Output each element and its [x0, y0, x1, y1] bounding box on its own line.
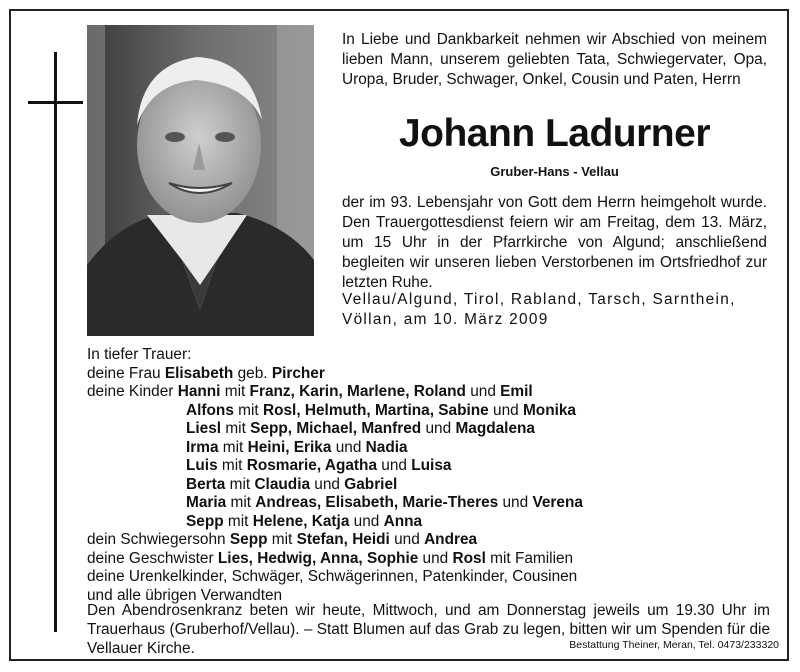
- mourner-line: [87, 420, 777, 439]
- mourner-relation: dein Schwiegersohn: [87, 531, 230, 548]
- place-and-date: Vellau/Algund, Tirol, Rabland, Tarsch, Sarnthein, Völlan, am 10. März 2009: [342, 291, 736, 328]
- mourner-relation: mit: [223, 512, 253, 530]
- mourner-name: Maria: [186, 494, 227, 511]
- mourner-relation: und: [310, 475, 345, 493]
- mourner-relation: mit: [220, 383, 250, 400]
- mourner-name: Alfons: [186, 401, 234, 419]
- mourner-relation: deine Urenkelkinder, Schwäger, Schwägerinnen, Patenkinder, Cousinen: [87, 568, 578, 585]
- mourner-name: Emil: [500, 383, 533, 400]
- mourner-name: Rosl, Helmuth, Martina, Sabine: [262, 401, 489, 419]
- mourner-relation: und: [488, 401, 523, 419]
- mourner-name: Helene, Katja: [252, 512, 350, 530]
- mourner-line: [87, 550, 777, 569]
- mourner-relation: mit: [217, 457, 247, 474]
- mourner-name: Nadia: [365, 438, 408, 456]
- mourner-name: Rosl: [452, 549, 486, 567]
- mourner-line: [87, 568, 777, 587]
- mourner-relation: mit: [221, 420, 251, 437]
- mourner-name: Heini, Erika: [247, 438, 332, 456]
- mourner-line: [87, 457, 777, 476]
- mourner-name: Sepp, Michael, Manfred: [250, 420, 422, 437]
- funeral-home-credit: Bestattung Theiner, Meran, Tel. 0473/233320: [569, 639, 779, 651]
- mourner-relation: und: [331, 438, 366, 456]
- mourner-relation: mit: [225, 475, 255, 493]
- mourner-line: [87, 402, 777, 421]
- mourner-name: Anna: [383, 512, 423, 530]
- rosary-notice: Den Abendrosenkranz beten wir heute, Mittwoch, und am Donnerstag jeweils um 19.30 Uhr im Trauerhaus (Gruberhof/Vellau). – Statt Blumen auf das Grab zu legen, bitten wir um Spenden für die Vellauer Kirche.: [87, 602, 770, 657]
- mourner-name: Liesl: [186, 420, 222, 437]
- mourners-list: [87, 346, 777, 605]
- mourner-name: Pircher: [271, 364, 325, 382]
- mourner-name: Andrea: [424, 531, 478, 548]
- mourner-relation: geb.: [233, 364, 272, 382]
- mourner-relation: und: [418, 549, 453, 567]
- mourner-name: Magdalena: [455, 420, 535, 437]
- mourner-relation: deine Frau: [87, 364, 165, 382]
- mourners-heading: In tiefer Trauer:: [87, 346, 192, 363]
- mourner-name: Stefan, Heidi: [296, 531, 390, 548]
- deceased-name: Johann Ladurner: [398, 112, 711, 155]
- cross-vertical: [54, 52, 57, 632]
- mourner-name: Hanni: [177, 383, 221, 400]
- mourner-relation: mit: [233, 401, 263, 419]
- mourner-relation: und: [465, 383, 501, 400]
- mourner-name: Luisa: [411, 457, 452, 474]
- intro-text: In Liebe und Dankbarkeit nehmen wir Abschied von meinem lieben Mann, unserem geliebten Tata, Schwiegervater, Opa, Uropa, Bruder, Schwager, Onkel, Cousin und Paten, Herrn: [342, 31, 767, 88]
- mourner-name: Lies, Hedwig, Anna, Sophie: [217, 549, 419, 567]
- mourner-relation: und: [421, 420, 456, 437]
- mourner-name: Franz, Karin, Marlene, Roland: [249, 383, 466, 400]
- mourner-relation: mit: [267, 531, 297, 548]
- mourner-line: [87, 365, 777, 384]
- mourner-relation: und: [389, 531, 425, 548]
- funeral-details: der im 93. Lebensjahr von Gott dem Herrn heimgeholt wurde. Den Trauergottesdienst feiern wir am Freitag, dem 13. März, um 15 Uhr in der Pfarrkirche von Algund; anschließend begleiten wir unseren lieben Verstorbenen im Ortsfriedhof zur letzten Ruhe.: [342, 194, 767, 291]
- mourner-name: Claudia: [254, 475, 311, 493]
- mourner-relation: und: [349, 512, 384, 530]
- mourner-name: Irma: [186, 438, 219, 456]
- mourner-relation: mit: [218, 438, 248, 456]
- mourner-relation: und: [377, 457, 412, 474]
- deceased-nickname: Gruber-Hans - Vellau: [490, 164, 619, 179]
- mourner-name: Verena: [532, 494, 583, 511]
- mourner-name: Andreas, Elisabeth, Marie-Theres: [255, 494, 499, 511]
- mourner-relation: deine Geschwister: [87, 549, 218, 567]
- mourner-line: [87, 383, 777, 402]
- mourner-name: Berta: [186, 475, 226, 493]
- mourner-name: Gabriel: [344, 475, 398, 493]
- mourner-line: [87, 439, 777, 458]
- mourner-relation: deine Kinder: [87, 383, 178, 400]
- mourner-relation: mit Familien: [485, 549, 574, 567]
- mourner-line: [87, 513, 777, 532]
- portrait-photo: [87, 25, 314, 336]
- mourner-name: Luis: [186, 457, 218, 474]
- mourner-line: [87, 531, 777, 550]
- mourner-relation: mit: [226, 494, 256, 511]
- mourner-line: [87, 494, 777, 513]
- mourner-relation: und: [498, 494, 533, 511]
- mourner-name: Sepp: [229, 531, 268, 548]
- mourner-name: Rosmarie, Agatha: [246, 457, 378, 474]
- mourner-name: Sepp: [186, 512, 224, 530]
- mourner-relation: und alle übrigen Verwandten: [87, 586, 283, 604]
- cross-horizontal: [28, 101, 83, 104]
- mourner-name: Monika: [522, 401, 576, 419]
- mourner-name: Elisabeth: [164, 364, 234, 382]
- mourner-line: [87, 476, 777, 495]
